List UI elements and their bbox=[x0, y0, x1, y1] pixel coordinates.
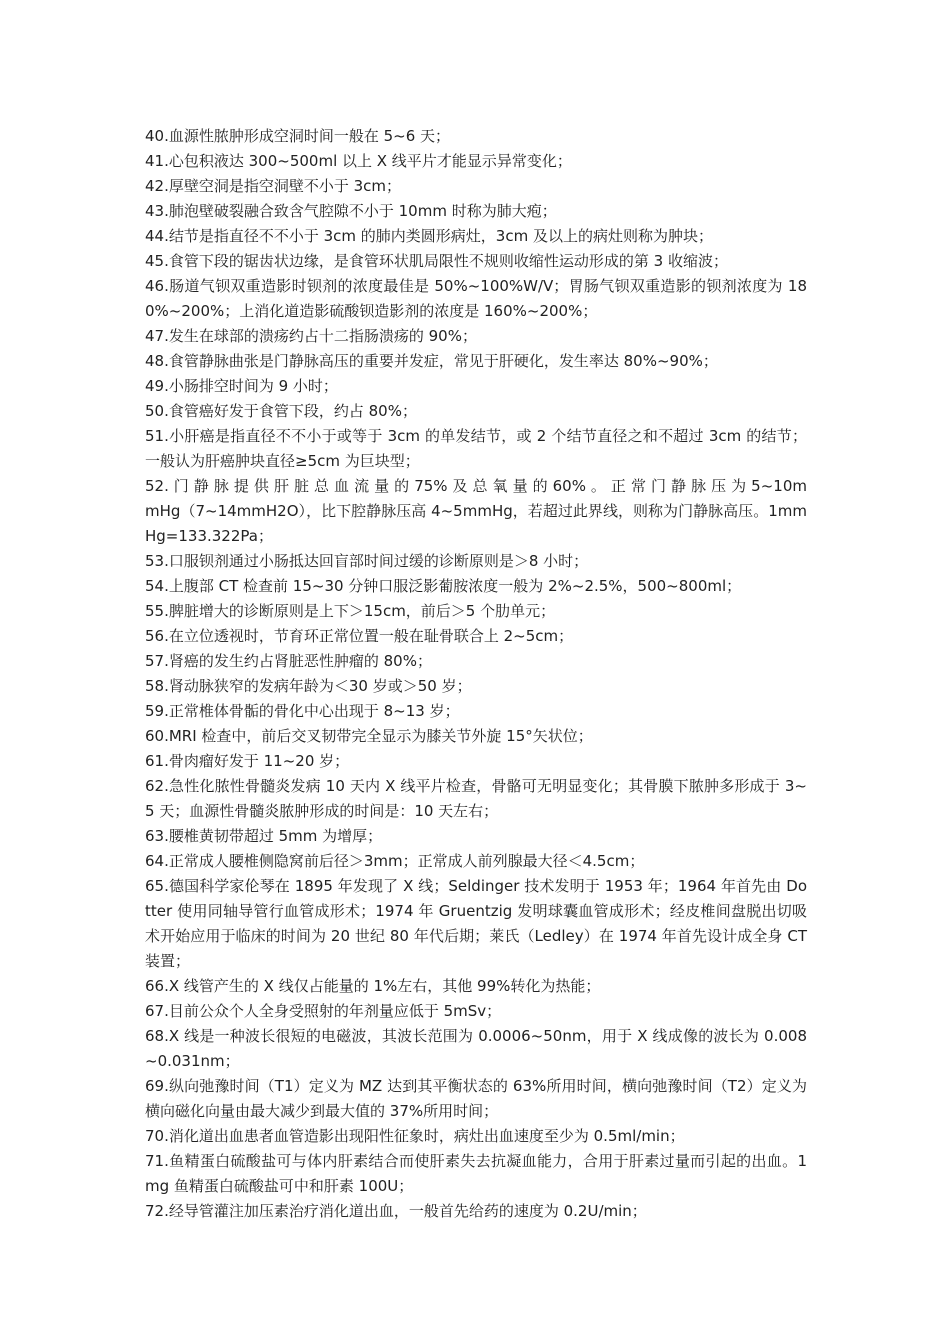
list-item: 56.在立位透视时，节育环正常位置一般在耻骨联合上 2~5cm； bbox=[145, 627, 574, 645]
list-item: 58.肾动脉狭窄的发病年龄为＜30 岁或＞50 岁； bbox=[145, 677, 472, 695]
list-item: 46.肠道气钡双重造影时钡剂的浓度最佳是 50%~100%W/V；胃肠气钡双重造影的钡剂浓度为 180%~200%；上消化道造影硫酸钡造影剂的浓度是 160%~200%； bbox=[145, 277, 807, 320]
list-item: 49.小肠排空时间为 9 小时； bbox=[145, 377, 338, 395]
list-item: 41.心包积液达 300~500ml 以上 X 线平片才能显示异常变化； bbox=[145, 152, 572, 170]
list-item: 47.发生在球部的溃疡约占十二指肠溃疡的 90%； bbox=[145, 327, 477, 345]
list-item: 45.食管下段的锯齿状边缘，是食管环状肌局限性不规则收缩性运动形成的第 3 收缩波； bbox=[145, 252, 728, 270]
list-item: 51.小肝癌是指直径不不小于或等于 3cm 的单发结节，或 2 个结节直径之和不超过 3cm 的结节；一般认为肝癌肿块直径≥5cm 为巨块型； bbox=[145, 427, 807, 470]
list-item: 61.骨肉瘤好发于 11~20 岁； bbox=[145, 752, 350, 770]
list-item: 72.经导管灌注加压素治疗消化道出血，一般首先给药的速度为 0.2U/min； bbox=[145, 1202, 647, 1220]
list-item: 66.X 线管产生的 X 线仅占能量的 1%左右，其他 99%转化为热能； bbox=[145, 977, 601, 995]
list-item: 55.脾脏增大的诊断原则是上下＞15cm，前后＞5 个肋单元； bbox=[145, 602, 556, 620]
list-item: 44.结节是指直径不不小于 3cm 的肺内类圆形病灶，3cm 及以上的病灶则称为肿块； bbox=[145, 227, 713, 245]
list-item: 65.德国科学家伦琴在 1895 年发现了 X 线；Seldinger 技术发明于 1953 年；1964 年首先由 Dotter 使用同轴导管行血管成形术；1974 年 Gruentzig 发明球囊血管成形术；经皮椎间盘脱出切吸术开始应用于临床的时间为 20 世纪 80 年代后期；莱氏（Ledley）在 1974 年首先设计成全身 CT 装置； bbox=[145, 877, 807, 970]
list-item: 52. 门 静 脉 提 供 肝 脏 总 血 流 量 的 75% 及 总 氧 量 的 60% 。 正 常 门 静 脉 压 为 5~10mmHg（7~14mmH2O），比下腔静脉压高 4~5mmHg，若超过此界线，则称为门静脉高压。1mmHg=133.322Pa； bbox=[145, 477, 807, 545]
list-item: 62.急性化脓性骨髓炎发病 10 天内 X 线平片检查，骨骼可无明显变化；其骨膜下脓肿多形成于 3~5 天；血源性骨髓炎脓肿形成的时间是：10 天左右； bbox=[145, 777, 807, 820]
document-body bbox=[145, 124, 807, 1224]
list-item: 63.腰椎黄韧带超过 5mm 为增厚； bbox=[145, 827, 383, 845]
list-item: 67.目前公众个人全身受照射的年剂量应低于 5mSv； bbox=[145, 1002, 502, 1020]
list-item: 70.消化道出血患者血管造影出现阳性征象时，病灶出血速度至少为 0.5ml/min； bbox=[145, 1127, 685, 1145]
list-item: 54.上腹部 CT 检查前 15~30 分钟口服泛影葡胺浓度一般为 2%~2.5%，500~800ml； bbox=[145, 577, 742, 595]
list-item: 48.食管静脉曲张是门静脉高压的重要并发症，常见于肝硬化，发生率达 80%~90%； bbox=[145, 352, 718, 370]
list-item: 71.鱼精蛋白硫酸盐可与体内肝素结合而使肝素失去抗凝血能力，合用于肝素过量而引起的出血。1mg 鱼精蛋白硫酸盐可中和肝素 100U； bbox=[145, 1152, 807, 1195]
list-item: 42.厚壁空洞是指空洞壁不小于 3cm； bbox=[145, 177, 402, 195]
list-item: 59.正常椎体骨骺的骨化中心出现于 8~13 岁； bbox=[145, 702, 460, 720]
list-item: 68.X 线是一种波长很短的电磁波，其波长范围为 0.0006~50nm，用于 X 线成像的波长为 0.008~0.031nm； bbox=[145, 1027, 807, 1070]
list-item: 60.MRI 检查中，前后交叉韧带完全显示为膝关节外旋 15°矢状位； bbox=[145, 727, 593, 745]
list-item: 57.肾癌的发生约占肾脏恶性肿瘤的 80%； bbox=[145, 652, 432, 670]
list-item: 53.口服钡剂通过小肠抵达回盲部时间过缓的诊断原则是＞8 小时； bbox=[145, 552, 589, 570]
list-item: 40.血源性脓肿形成空洞时间一般在 5~6 天； bbox=[145, 127, 451, 145]
list-item: 50.食管癌好发于食管下段，约占 80%； bbox=[145, 402, 417, 420]
list-item: 64.正常成人腰椎侧隐窝前后径＞3mm；正常成人前列腺最大径＜4.5cm； bbox=[145, 852, 645, 870]
list-item: 43.肺泡壁破裂融合致含气腔隙不小于 10mm 时称为肺大疱； bbox=[145, 202, 557, 220]
list-item: 69.纵向弛豫时间（T1）定义为 MZ 达到其平衡状态的 63%所用时间，横向弛豫时间（T2）定义为横向磁化向量由最大减少到最大值的 37%所用时间； bbox=[145, 1077, 807, 1120]
